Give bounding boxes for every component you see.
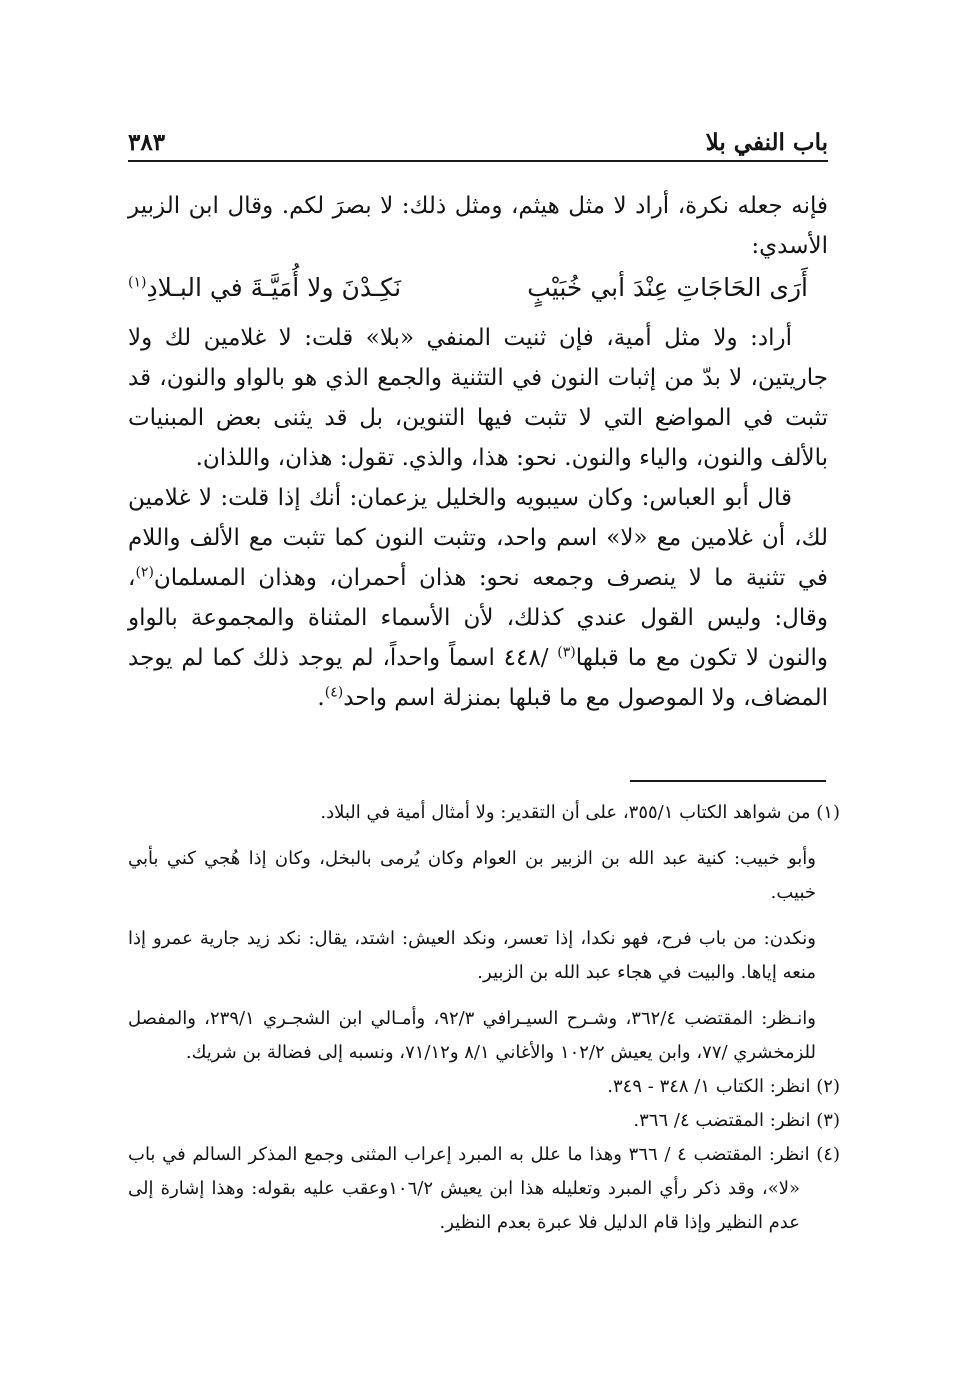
running-header	[128, 124, 828, 156]
chapter-title: باب النفي بلا	[705, 129, 828, 156]
paragraph-2: أراد: ولا مثل أمية، فإن ثنيت المنفي «بلا» قلت: لا غلامين لك ولا جاريتين، لا بدّ من إثبات النون في التثنية والجمع الذي هو بالواو والنون، قد تثبت في المواضع التي لا تثبت فيها التنوين، بل قد يثنى بعض المبنيات بالألف والنون، والياء والنون. نحو: هذا، والذي. تقول: هذان، واللذان.	[128, 325, 828, 471]
page-number: ٣٨٣	[128, 129, 166, 156]
footnote-separator	[630, 780, 826, 782]
footnote-4: (٤) انظر: المقتضب ٤ / ٣٦٦ وهذا ما علل به المبرد إعراب المثنى وجمع المذكر السالم في باب «لا»، وقد ذكر رأي المبرد وتعليله هذا ابن يعيش ١٠٦/٢وعقب عليه بقوله: وهذا إشارة إلى عدم النظير وإذا قام الدليل فلا عبرة بعدم النظير.	[128, 1144, 840, 1233]
footnote-ref-2: (٢)	[135, 564, 154, 581]
footnote-ref-1: (١)	[128, 274, 147, 291]
paragraph-3-part-b: ، وقال: وليس القول عندي كذلك، لأن الأسماء المثناة والمجموعة بالواو والنون لا تكون مع ما قبلها	[128, 565, 828, 671]
footnote-1: (١) من شواهد الكتاب ٣٥٥/١، على أن التقدير: ولا أمثال أمية في البلاد.	[320, 802, 840, 823]
footnote-ref-3: (٣)	[557, 644, 576, 661]
footnote-2: (٢) انظر: الكتاب ١/ ٣٤٨ - ٣٤٩.	[607, 1076, 840, 1097]
verse-second-hemistich	[128, 268, 401, 308]
paragraph-3-end: .	[317, 685, 325, 711]
footnote-3: (٣) انظر: المقتضب ٤/ ٣٦٦.	[633, 1110, 840, 1131]
paragraph-3	[128, 478, 828, 718]
poetry-verse	[128, 268, 828, 308]
footnote-1-continuation-b: ونكدن: من باب فرح، فهو نكدا، إذا تعسر، ونكد العيش: اشتد، يقال: نكد زيد جارية عمرو إذا منعه إياها. والبيت في هجاء عبد الله بن الزبير.	[128, 928, 816, 983]
verse-first-hemistich: أَرَى الحَاجَاتِ عِنْدَ أبي خُبَيْبٍ	[527, 273, 808, 302]
paragraph-1: فإنه جعله نكرة، أراد لا مثل هيثم، ومثل ذلك: لا بصرَ لكم. وقال ابن الزبير الأسدي:	[128, 193, 828, 259]
footnote-ref-4: (٤)	[324, 684, 344, 701]
header-rule	[128, 160, 828, 162]
footnotes	[128, 796, 840, 1240]
footnote-1-continuation-c: وانـظر: المقتضب ٣٦٢/٤، وشـرح السيـرافي ٩٢/٣، وأمـالي ابن الشجـري ٢٣٩/١، والمفصل للزمخشري /٧٧، وابن يعيش ١٠٢/٢ والأغاني ٨/١ و٧١/١٢، ونسبه إلى فضالة بن شريك.	[128, 1008, 816, 1063]
paragraph-3-part-c: /٤٤٨ اسماً واحداً، لم يوجد ذلك كما لم يوجد المضاف، ولا الموصول مع ما قبلها بمنزلة اسم واحد	[128, 645, 828, 711]
paragraph-3-part-a: قال أبو العباس: وكان سيبويه والخليل يزعمان: أنك إذا قلت: لا غلامين لك، أن غلامين مع «لا» اسم واحد، وتثبت النون كما تثبت مع الألف واللام في تثنية ما لا ينصرف وجمعه نحو: هذان أحمران، وهذان المسلمان	[128, 485, 828, 591]
footnote-1-continuation-a: وأبو خبيب: كنية عبد الله بن الزبير بن العوام وكان يُرمى بالبخل، وكان إذا هُجي كني بأبي خبيب.	[128, 848, 816, 903]
main-text	[128, 186, 828, 718]
verse-second-text: نَكِـدْنَ ولا أُمَيَّـةَ في البـلادِ	[146, 273, 402, 302]
